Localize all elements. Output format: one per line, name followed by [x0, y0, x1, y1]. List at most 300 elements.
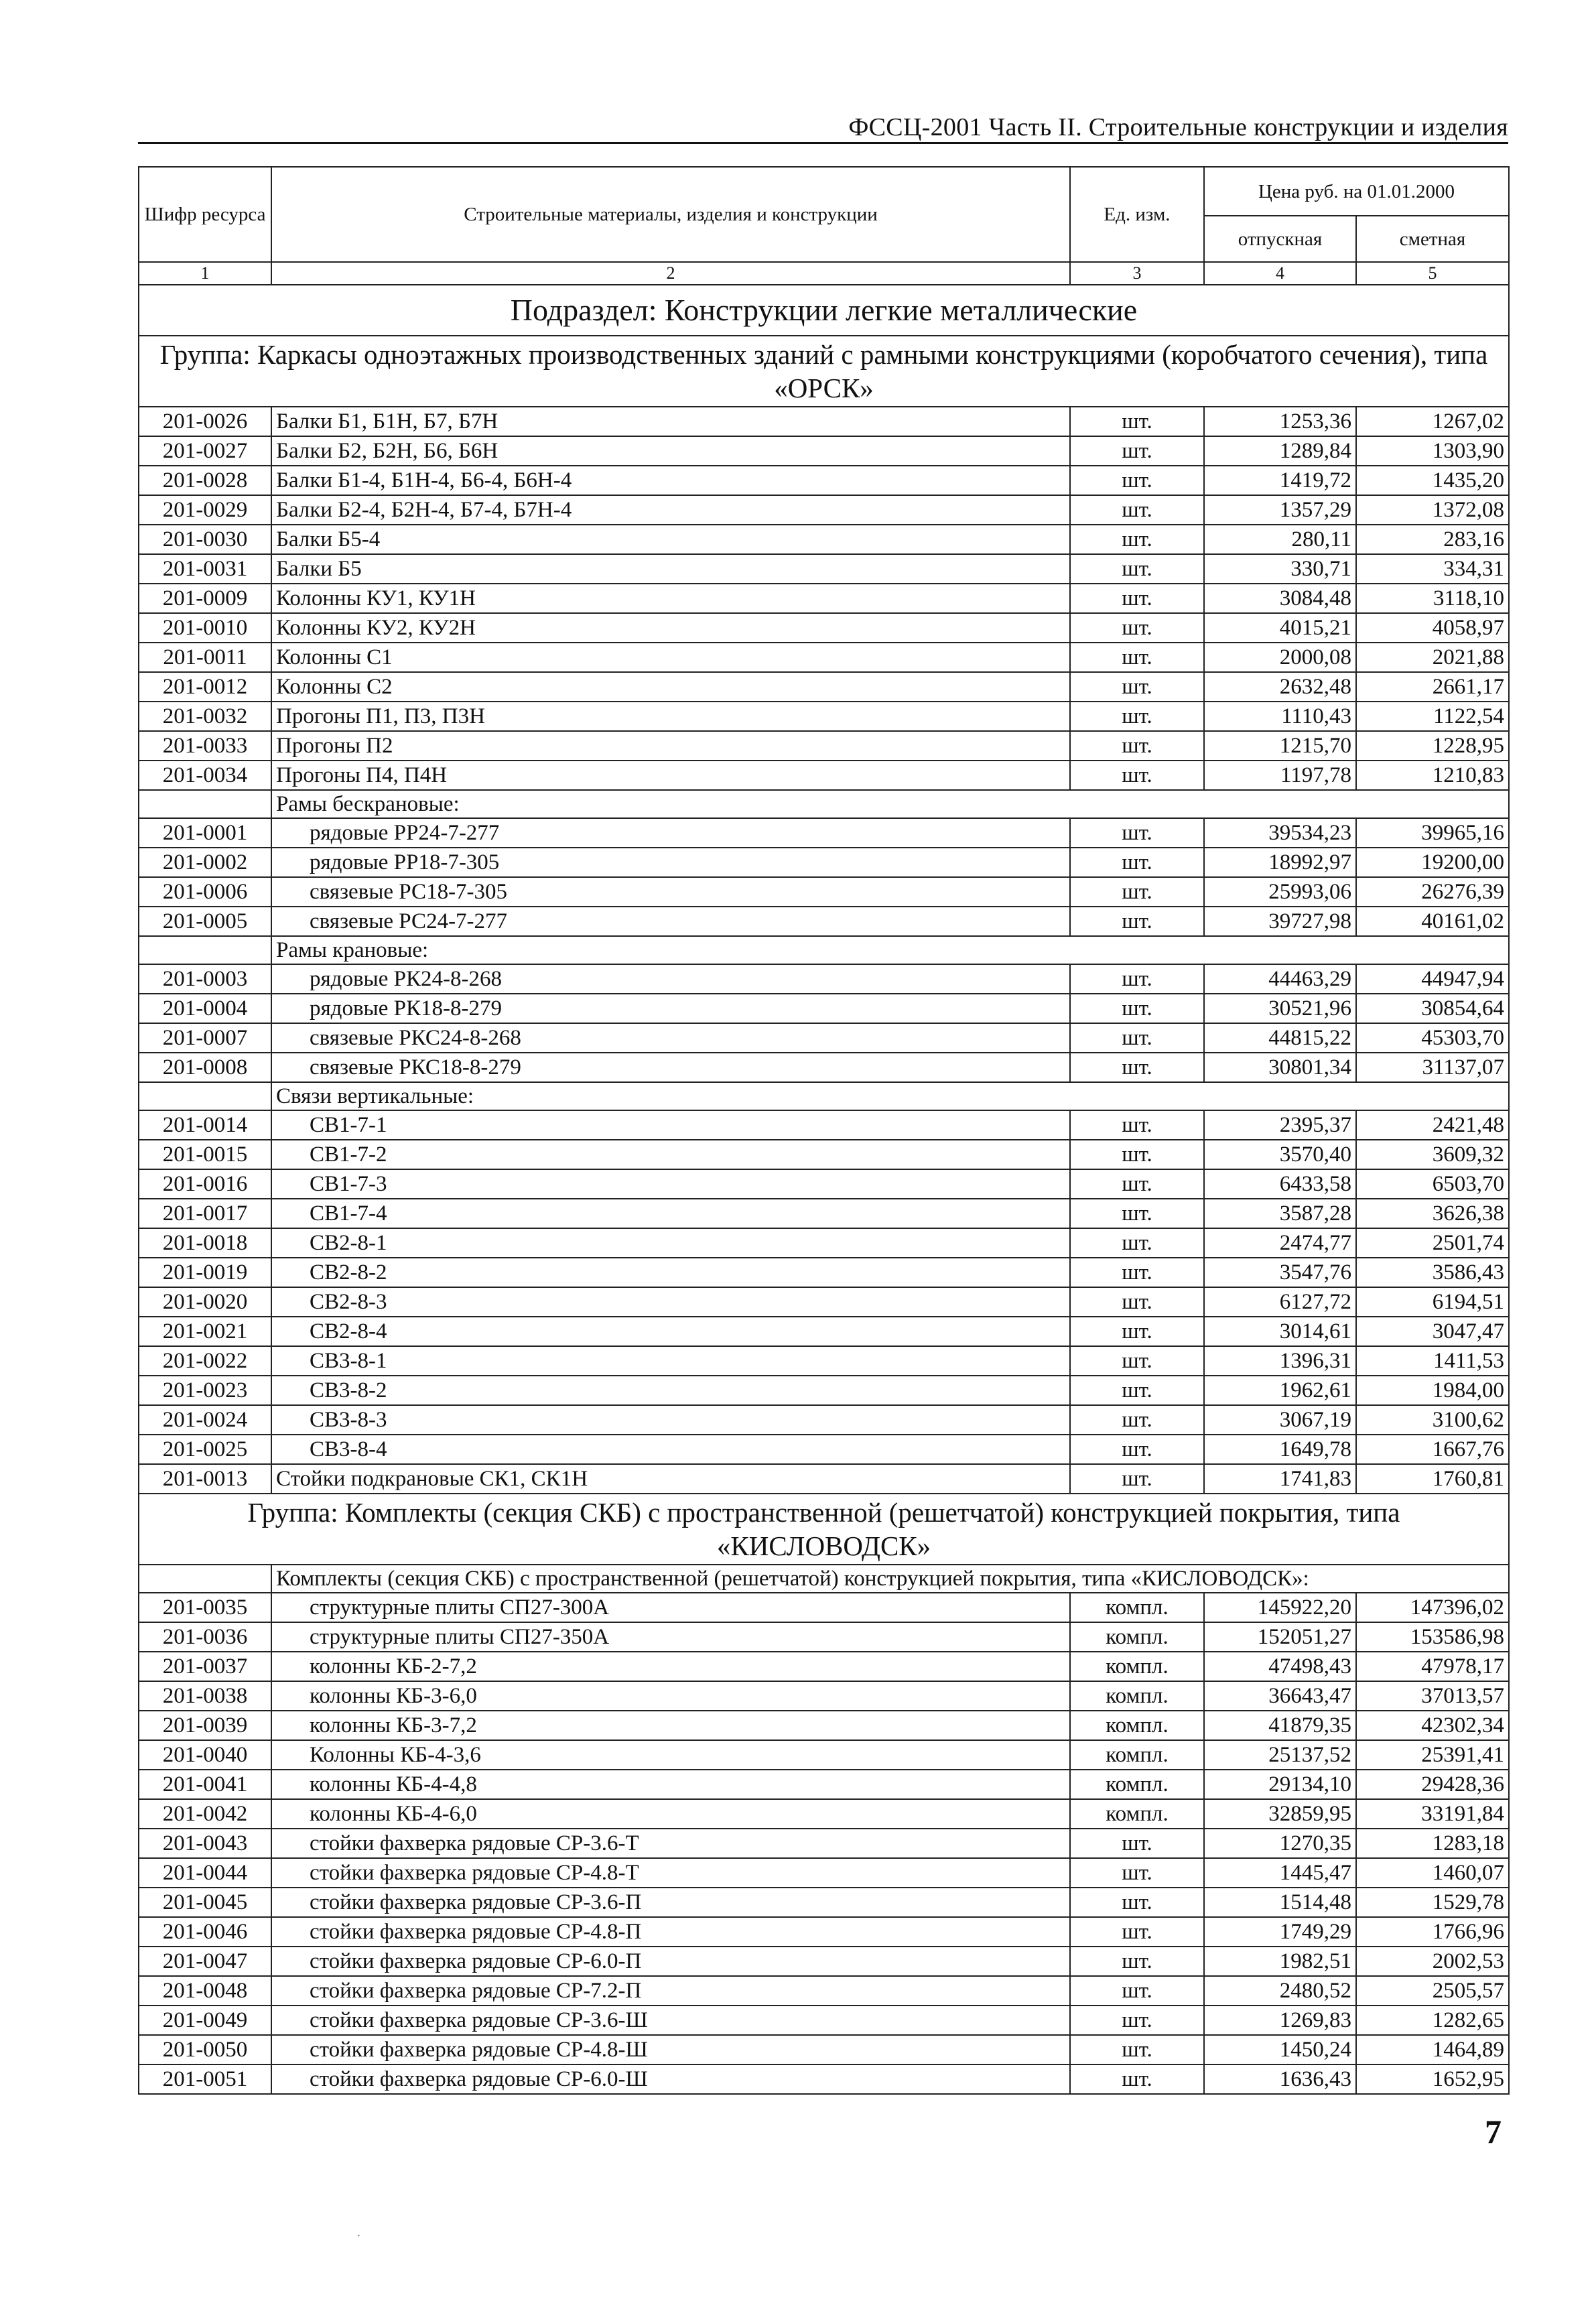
item-name: колонны КБ-2-7,2	[271, 1652, 1070, 1681]
release-price: 1357,29	[1204, 495, 1356, 525]
resource-code: 201-0043	[139, 1829, 271, 1858]
estimate-price: 1282,65	[1356, 2006, 1509, 2035]
release-price: 1269,83	[1204, 2006, 1356, 2035]
release-price: 30801,34	[1204, 1053, 1356, 1082]
item-name: связевые РС18-7-305	[271, 877, 1070, 907]
table-row	[139, 466, 1509, 495]
table-row	[139, 1917, 1509, 1947]
table-row	[139, 2064, 1509, 2094]
resource-code: 201-0049	[139, 2006, 271, 2035]
table-header	[139, 167, 1509, 285]
release-price: 4015,21	[1204, 613, 1356, 643]
item-name: рядовые РК24-8-268	[271, 964, 1070, 994]
unit-cell: шт.	[1070, 877, 1204, 907]
unit-cell: шт.	[1070, 2006, 1204, 2035]
estimate-price: 3609,32	[1356, 1140, 1509, 1169]
category-code-empty	[139, 790, 271, 818]
header-unit: Ед. изм.	[1070, 167, 1204, 262]
table-row	[139, 2035, 1509, 2064]
release-price: 3547,76	[1204, 1258, 1356, 1287]
release-price: 1419,72	[1204, 466, 1356, 495]
item-name: колонны КБ-4-6,0	[271, 1799, 1070, 1829]
resource-code: 201-0037	[139, 1652, 271, 1681]
estimate-price: 1766,96	[1356, 1917, 1509, 1947]
release-price: 6433,58	[1204, 1169, 1356, 1199]
table-row	[139, 1317, 1509, 1346]
table-row	[139, 643, 1509, 672]
release-price: 25993,06	[1204, 877, 1356, 907]
estimate-price: 1529,78	[1356, 1888, 1509, 1917]
estimate-price: 44947,94	[1356, 964, 1509, 994]
unit-cell: компл.	[1070, 1711, 1204, 1740]
unit-cell: шт.	[1070, 1858, 1204, 1888]
unit-cell: шт.	[1070, 848, 1204, 877]
resource-code: 201-0048	[139, 1976, 271, 2006]
resource-code: 201-0015	[139, 1140, 271, 1169]
table-row	[139, 761, 1509, 790]
item-name: СВ1-7-1	[271, 1110, 1070, 1140]
category-code-empty	[139, 936, 271, 964]
unit-cell: шт.	[1070, 1053, 1204, 1082]
item-name: Балки Б2-4, Б2Н-4, Б7-4, Б7Н-4	[271, 495, 1070, 525]
category-row	[139, 1565, 1509, 1593]
unit-cell: шт.	[1070, 702, 1204, 731]
resource-code: 201-0046	[139, 1917, 271, 1947]
release-price: 3067,19	[1204, 1405, 1356, 1435]
unit-cell: шт.	[1070, 436, 1204, 466]
resource-code: 201-0020	[139, 1287, 271, 1317]
estimate-price: 1283,18	[1356, 1829, 1509, 1858]
resource-code: 201-0029	[139, 495, 271, 525]
unit-cell: шт.	[1070, 466, 1204, 495]
unit-cell: шт.	[1070, 994, 1204, 1023]
resource-code: 201-0011	[139, 643, 271, 672]
estimate-price: 29428,36	[1356, 1770, 1509, 1799]
item-name: Колонны КБ-4-3,6	[271, 1740, 1070, 1770]
unit-cell: шт.	[1070, 964, 1204, 994]
unit-cell: шт.	[1070, 1464, 1204, 1494]
release-price: 1450,24	[1204, 2035, 1356, 2064]
unit-cell: шт.	[1070, 495, 1204, 525]
table-row	[139, 1770, 1509, 1799]
item-name: Прогоны П2	[271, 731, 1070, 761]
release-price: 1110,43	[1204, 702, 1356, 731]
release-price: 39534,23	[1204, 818, 1356, 848]
item-name: связевые РКС24-8-268	[271, 1023, 1070, 1053]
unit-cell: шт.	[1070, 761, 1204, 790]
release-price: 145922,20	[1204, 1593, 1356, 1622]
header-name: Строительные материалы, изделия и конструкции	[271, 167, 1070, 262]
unit-cell: компл.	[1070, 1799, 1204, 1829]
estimate-price: 1760,81	[1356, 1464, 1509, 1494]
unit-cell: шт.	[1070, 907, 1204, 936]
table-row	[139, 1858, 1509, 1888]
estimate-price: 1652,95	[1356, 2064, 1509, 2094]
estimate-price: 25391,41	[1356, 1740, 1509, 1770]
table-row	[139, 584, 1509, 613]
unit-cell: шт.	[1070, 1947, 1204, 1976]
release-price: 1514,48	[1204, 1888, 1356, 1917]
resource-code: 201-0005	[139, 907, 271, 936]
estimate-price: 147396,02	[1356, 1593, 1509, 1622]
release-price: 1215,70	[1204, 731, 1356, 761]
item-name: Стойки подкрановые СК1, СК1Н	[271, 1464, 1070, 1494]
estimate-price: 153586,98	[1356, 1622, 1509, 1652]
table-row	[139, 1199, 1509, 1228]
table-row	[139, 994, 1509, 1023]
release-price: 6127,72	[1204, 1287, 1356, 1317]
col-number: 3	[1070, 262, 1204, 285]
estimate-price: 6503,70	[1356, 1169, 1509, 1199]
estimate-price: 39965,16	[1356, 818, 1509, 848]
table-row	[139, 407, 1509, 436]
item-name: Прогоны П4, П4Н	[271, 761, 1070, 790]
table-row	[139, 1169, 1509, 1199]
table-row	[139, 731, 1509, 761]
unit-cell: шт.	[1070, 1829, 1204, 1858]
release-price: 3570,40	[1204, 1140, 1356, 1169]
item-name: стойки фахверка рядовые СР-3.6-Ш	[271, 2006, 1070, 2035]
item-name: рядовые РР24-7-277	[271, 818, 1070, 848]
release-price: 1749,29	[1204, 1917, 1356, 1947]
item-name: Колонны С1	[271, 643, 1070, 672]
unit-cell: компл.	[1070, 1652, 1204, 1681]
unit-cell: шт.	[1070, 1346, 1204, 1376]
release-price: 3084,48	[1204, 584, 1356, 613]
table-row	[139, 436, 1509, 466]
estimate-price: 1267,02	[1356, 407, 1509, 436]
group-title: Группа: Каркасы одноэтажных производственных зданий с рамными конструкциями (коробчатого сечения), типа «ОРСК»	[139, 336, 1509, 407]
item-name: СВ1-7-4	[271, 1199, 1070, 1228]
table-row	[139, 1799, 1509, 1829]
estimate-price: 2421,48	[1356, 1110, 1509, 1140]
estimate-price: 1460,07	[1356, 1858, 1509, 1888]
page-number: 7	[1485, 2113, 1502, 2150]
item-name: стойки фахверка рядовые СР-4.8-Ш	[271, 2035, 1070, 2064]
subsection-row	[139, 285, 1509, 336]
resource-code: 201-0002	[139, 848, 271, 877]
resource-code: 201-0038	[139, 1681, 271, 1711]
unit-cell: шт.	[1070, 584, 1204, 613]
release-price: 1253,36	[1204, 407, 1356, 436]
unit-cell: компл.	[1070, 1681, 1204, 1711]
resource-code: 201-0042	[139, 1799, 271, 1829]
resource-code: 201-0028	[139, 466, 271, 495]
item-name: стойки фахверка рядовые СР-3.6-П	[271, 1888, 1070, 1917]
item-name: СВ3-8-2	[271, 1376, 1070, 1405]
table-row	[139, 525, 1509, 554]
estimate-price: 1984,00	[1356, 1376, 1509, 1405]
resource-code: 201-0009	[139, 584, 271, 613]
resource-code: 201-0018	[139, 1228, 271, 1258]
release-price: 1445,47	[1204, 1858, 1356, 1888]
table-row	[139, 1947, 1509, 1976]
unit-cell: шт.	[1070, 1140, 1204, 1169]
item-name: стойки фахверка рядовые СР-3.6-Т	[271, 1829, 1070, 1858]
resource-code: 201-0006	[139, 877, 271, 907]
release-price: 30521,96	[1204, 994, 1356, 1023]
release-price: 330,71	[1204, 554, 1356, 584]
table-row	[139, 1593, 1509, 1622]
resource-code: 201-0050	[139, 2035, 271, 2064]
resource-code: 201-0044	[139, 1858, 271, 1888]
table-row	[139, 1464, 1509, 1494]
item-name: Балки Б1, Б1Н, Б7, Б7Н	[271, 407, 1070, 436]
release-price: 25137,52	[1204, 1740, 1356, 1770]
release-price: 2000,08	[1204, 643, 1356, 672]
category-label: Рамы крановые:	[271, 936, 1509, 964]
estimate-price: 45303,70	[1356, 1023, 1509, 1053]
unit-cell: шт.	[1070, 554, 1204, 584]
category-label: Комплекты (секция СКБ) с пространственной (решетчатой) конструкцией покрытия, типа «КИСЛОВОДСК»:	[271, 1565, 1509, 1593]
unit-cell: шт.	[1070, 1917, 1204, 1947]
item-name: СВ3-8-4	[271, 1435, 1070, 1464]
resource-code: 201-0007	[139, 1023, 271, 1053]
release-price: 1636,43	[1204, 2064, 1356, 2094]
resource-code: 201-0021	[139, 1317, 271, 1346]
item-name: рядовые РК18-8-279	[271, 994, 1070, 1023]
resource-code: 201-0017	[139, 1199, 271, 1228]
item-name: колонны КБ-3-6,0	[271, 1681, 1070, 1711]
estimate-price: 1372,08	[1356, 495, 1509, 525]
col-number: 1	[139, 262, 271, 285]
resource-code: 201-0024	[139, 1405, 271, 1435]
resource-code: 201-0023	[139, 1376, 271, 1405]
unit-cell: компл.	[1070, 1740, 1204, 1770]
table-row	[139, 1976, 1509, 2006]
group-row	[139, 1494, 1509, 1565]
item-name: Колонны КУ2, КУ2Н	[271, 613, 1070, 643]
table-row	[139, 1652, 1509, 1681]
resource-code: 201-0031	[139, 554, 271, 584]
header-price-group: Цена руб. на 01.01.2000	[1204, 167, 1509, 216]
category-row	[139, 790, 1509, 818]
release-price: 36643,47	[1204, 1681, 1356, 1711]
release-price: 152051,27	[1204, 1622, 1356, 1652]
estimate-price: 1464,89	[1356, 2035, 1509, 2064]
estimate-price: 1210,83	[1356, 761, 1509, 790]
column-numbers-row	[139, 262, 1509, 285]
unit-cell: шт.	[1070, 1228, 1204, 1258]
table-row	[139, 613, 1509, 643]
release-price: 47498,43	[1204, 1652, 1356, 1681]
unit-cell: шт.	[1070, 1258, 1204, 1287]
item-name: связевые РС24-7-277	[271, 907, 1070, 936]
resource-code: 201-0039	[139, 1711, 271, 1740]
header-code: Шифр ресурса	[139, 167, 271, 262]
item-name: Балки Б5-4	[271, 525, 1070, 554]
table-row	[139, 877, 1509, 907]
unit-cell: шт.	[1070, 672, 1204, 702]
item-name: СВ1-7-2	[271, 1140, 1070, 1169]
table-row	[139, 495, 1509, 525]
resource-code: 201-0019	[139, 1258, 271, 1287]
estimate-price: 33191,84	[1356, 1799, 1509, 1829]
resource-code: 201-0034	[139, 761, 271, 790]
release-price: 44815,22	[1204, 1023, 1356, 1053]
item-name: Балки Б5	[271, 554, 1070, 584]
item-name: Прогоны П1, П3, П3Н	[271, 702, 1070, 731]
unit-cell: шт.	[1070, 1888, 1204, 1917]
estimate-price: 26276,39	[1356, 877, 1509, 907]
item-name: СВ1-7-3	[271, 1169, 1070, 1199]
unit-cell: шт.	[1070, 2035, 1204, 2064]
table-row	[139, 1053, 1509, 1082]
release-price: 41879,35	[1204, 1711, 1356, 1740]
table-row	[139, 1110, 1509, 1140]
resource-code: 201-0047	[139, 1947, 271, 1976]
item-name: СВ3-8-3	[271, 1405, 1070, 1435]
item-name: колонны КБ-4-4,8	[271, 1770, 1070, 1799]
estimate-price: 1122,54	[1356, 702, 1509, 731]
item-name: Колонны С2	[271, 672, 1070, 702]
unit-cell: шт.	[1070, 1976, 1204, 2006]
resource-code: 201-0003	[139, 964, 271, 994]
unit-cell: шт.	[1070, 525, 1204, 554]
unit-cell: шт.	[1070, 613, 1204, 643]
category-code-empty	[139, 1082, 271, 1110]
item-name: стойки фахверка рядовые СР-4.8-Т	[271, 1858, 1070, 1888]
table-row	[139, 907, 1509, 936]
item-name: СВ2-8-1	[271, 1228, 1070, 1258]
release-price: 3587,28	[1204, 1199, 1356, 1228]
item-name: стойки фахверка рядовые СР-4.8-П	[271, 1917, 1070, 1947]
item-name: СВ3-8-1	[271, 1346, 1070, 1376]
group-title: Группа: Комплекты (секция СКБ) с пространственной (решетчатой) конструкцией покрытия, типа «КИСЛОВОДСК»	[139, 1494, 1509, 1565]
resource-code: 201-0040	[139, 1740, 271, 1770]
release-price: 32859,95	[1204, 1799, 1356, 1829]
category-row	[139, 1082, 1509, 1110]
table-row	[139, 1258, 1509, 1287]
item-name: стойки фахверка рядовые СР-6.0-Ш	[271, 2064, 1070, 2094]
table-row	[139, 1740, 1509, 1770]
resource-code: 201-0008	[139, 1053, 271, 1082]
resource-code: 201-0014	[139, 1110, 271, 1140]
unit-cell: шт.	[1070, 1435, 1204, 1464]
estimate-price: 2661,17	[1356, 672, 1509, 702]
table-row	[139, 1376, 1509, 1405]
item-name: стойки фахверка рядовые СР-6.0-П	[271, 1947, 1070, 1976]
item-name: СВ2-8-3	[271, 1287, 1070, 1317]
running-header	[138, 113, 1508, 144]
resource-code: 201-0027	[139, 436, 271, 466]
estimate-price: 2021,88	[1356, 643, 1509, 672]
item-name: колонны КБ-3-7,2	[271, 1711, 1070, 1740]
estimate-price: 3100,62	[1356, 1405, 1509, 1435]
subsection-title: Подраздел: Конструкции легкие металлические	[139, 285, 1509, 336]
item-name: Колонны КУ1, КУ1Н	[271, 584, 1070, 613]
estimate-price: 3047,47	[1356, 1317, 1509, 1346]
release-price: 1197,78	[1204, 761, 1356, 790]
running-header-text: ФССЦ-2001 Часть II. Строительные конструкции и изделия	[848, 113, 1508, 141]
resource-code: 201-0016	[139, 1169, 271, 1199]
release-price: 18992,97	[1204, 848, 1356, 877]
unit-cell: шт.	[1070, 1023, 1204, 1053]
estimate-price: 2501,74	[1356, 1228, 1509, 1258]
item-name: связевые РКС18-8-279	[271, 1053, 1070, 1082]
resource-code: 201-0051	[139, 2064, 271, 2094]
release-price: 1396,31	[1204, 1346, 1356, 1376]
estimate-price: 6194,51	[1356, 1287, 1509, 1317]
resource-code: 201-0045	[139, 1888, 271, 1917]
resource-code: 201-0036	[139, 1622, 271, 1652]
release-price: 1982,51	[1204, 1947, 1356, 1976]
estimate-price: 283,16	[1356, 525, 1509, 554]
category-label: Рамы бескрановые:	[271, 790, 1509, 818]
table-row	[139, 1346, 1509, 1376]
unit-cell: шт.	[1070, 1169, 1204, 1199]
header-estimate: сметная	[1356, 216, 1509, 262]
scan-speck: ·	[356, 2229, 361, 2243]
estimate-price: 1411,53	[1356, 1346, 1509, 1376]
item-name: СВ2-8-4	[271, 1317, 1070, 1346]
unit-cell: шт.	[1070, 1110, 1204, 1140]
item-name: Балки Б2, Б2Н, Б6, Б6Н	[271, 436, 1070, 466]
estimate-price: 3118,10	[1356, 584, 1509, 613]
item-name: СВ2-8-2	[271, 1258, 1070, 1287]
release-price: 2395,37	[1204, 1110, 1356, 1140]
item-name: стойки фахверка рядовые СР-7.2-П	[271, 1976, 1070, 2006]
table-row	[139, 1829, 1509, 1858]
group-row	[139, 336, 1509, 407]
resource-code: 201-0026	[139, 407, 271, 436]
resource-code: 201-0022	[139, 1346, 271, 1376]
estimate-price: 1667,76	[1356, 1435, 1509, 1464]
table-row	[139, 1405, 1509, 1435]
unit-cell: шт.	[1070, 643, 1204, 672]
release-price: 1270,35	[1204, 1829, 1356, 1858]
estimate-price: 31137,07	[1356, 1053, 1509, 1082]
table-row	[139, 964, 1509, 994]
col-number: 2	[271, 262, 1070, 285]
estimate-price: 30854,64	[1356, 994, 1509, 1023]
item-name: структурные плиты СП27-300А	[271, 1593, 1070, 1622]
item-name: рядовые РР18-7-305	[271, 848, 1070, 877]
unit-cell: шт.	[1070, 1405, 1204, 1435]
release-price: 2480,52	[1204, 1976, 1356, 2006]
resource-code: 201-0012	[139, 672, 271, 702]
table-row	[139, 1023, 1509, 1053]
estimate-price: 3586,43	[1356, 1258, 1509, 1287]
release-price: 2632,48	[1204, 672, 1356, 702]
table-row	[139, 1435, 1509, 1464]
table-row	[139, 1681, 1509, 1711]
table-row	[139, 1711, 1509, 1740]
category-label: Связи вертикальные:	[271, 1082, 1509, 1110]
estimate-price: 19200,00	[1356, 848, 1509, 877]
resource-code: 201-0013	[139, 1464, 271, 1494]
unit-cell: шт.	[1070, 731, 1204, 761]
table-body	[139, 285, 1509, 2094]
estimate-price: 42302,34	[1356, 1711, 1509, 1740]
estimate-price: 40161,02	[1356, 907, 1509, 936]
unit-cell: шт.	[1070, 818, 1204, 848]
category-code-empty	[139, 1565, 271, 1593]
estimate-price: 1435,20	[1356, 466, 1509, 495]
estimate-price: 37013,57	[1356, 1681, 1509, 1711]
resource-code: 201-0001	[139, 818, 271, 848]
table-row	[139, 1228, 1509, 1258]
table-row	[139, 818, 1509, 848]
table-row	[139, 2006, 1509, 2035]
col-number: 5	[1356, 262, 1509, 285]
table-row	[139, 1287, 1509, 1317]
resource-code: 201-0033	[139, 731, 271, 761]
unit-cell: компл.	[1070, 1770, 1204, 1799]
resource-code: 201-0035	[139, 1593, 271, 1622]
table-row	[139, 554, 1509, 584]
table-row	[139, 1888, 1509, 1917]
